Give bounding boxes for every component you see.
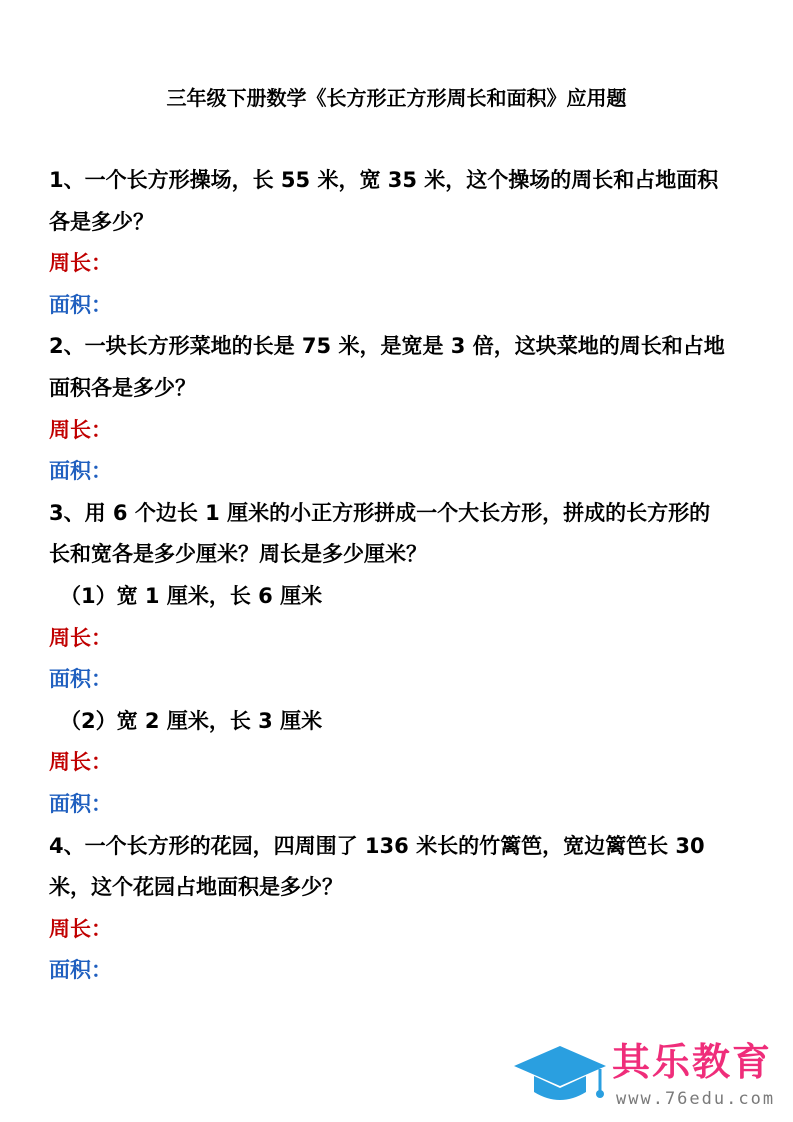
question-3-part-2-area-label: 面积：	[49, 791, 112, 816]
question-2-text-line2: 面积各是多少？	[49, 375, 196, 400]
question-3-text-line2: 长和宽各是多少厘米？周长是多少厘米？	[49, 542, 427, 567]
question-3-part-1-perimeter-label: 周长：	[49, 625, 112, 650]
question-list	[49, 160, 749, 992]
question-4	[49, 826, 749, 992]
question-2-perimeter-label: 周长：	[49, 417, 112, 442]
question-1-text-line1: 1、一个长方形操场，长 55 米，宽 35 米，这个操场的周长和占地面积	[49, 168, 719, 192]
graduation-cap-icon	[512, 1042, 608, 1108]
question-3-part-1-area-label: 面积：	[49, 667, 112, 692]
logo-name: 其乐教育	[612, 1040, 773, 1084]
question-4-text-line1: 4、一个长方形的花园，四周围了 136 米长的竹篱笆，宽边篱笆长 30	[49, 833, 705, 858]
question-4-area-label: 面积：	[49, 958, 112, 983]
question-3	[49, 493, 749, 826]
logo-url: www.76edu.com	[616, 1089, 776, 1109]
question-3-part-1-text: （1）宽 1 厘米，长 6 厘米	[60, 583, 323, 608]
question-4-perimeter-label: 周长：	[49, 916, 112, 941]
question-1-perimeter-label: 周长：	[49, 251, 112, 276]
question-2-area-label: 面积：	[49, 459, 112, 484]
question-3-text-line1: 3、用 6 个边长 1 厘米的小正方形拼成一个大长方形，拼成的长方形的	[49, 500, 711, 525]
question-3-part-2-text: （2）宽 2 厘米，长 3 厘米	[60, 708, 323, 733]
question-3-part-2-perimeter-label: 周长：	[49, 750, 112, 775]
brand-logo	[512, 1034, 784, 1114]
question-1-area-label: 面积：	[49, 292, 112, 317]
page-title: 三年级下册数学《长方形正方形周长和面积》应用题	[166, 86, 627, 110]
question-4-text-line2: 米，这个花园占地面积是多少？	[49, 875, 343, 900]
question-2	[49, 326, 749, 492]
question-1	[49, 160, 749, 326]
question-1-text-line2: 各是多少？	[49, 209, 154, 234]
question-2-text-line1: 2、一块长方形菜地的长是 75 米，是宽是 3 倍，这块菜地的周长和占地	[49, 334, 725, 359]
